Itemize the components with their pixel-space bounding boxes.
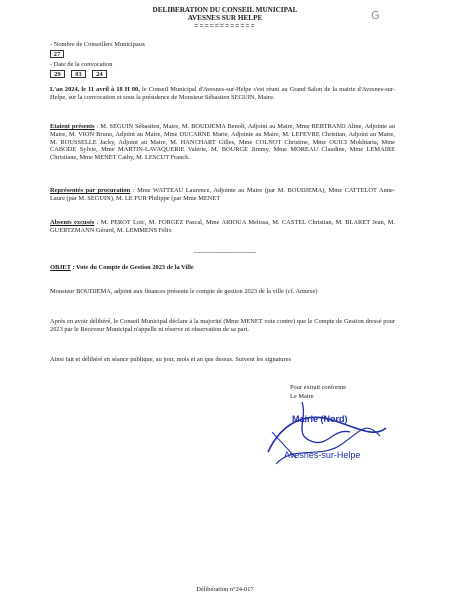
mayor-label: Le Maire [290,393,314,400]
present-list: : M. SEGUIN Sébastien, Maire, M. BOUDJEMA Benoît, Adjoint au Maire, Mme BERTRAND Aline, Adjointe au Maire, M. VION Bruno, Adjoint au Maire, Mme DUCARNE Marie, Adjointe au Maire, M. LEFEVRE Christian, Adjoint au Maire, M. ROUSSELLE Jacky, Adjoint au Maire, M. HANCHART Gilles, Mme COLNOT Christine, Mme OUICI Mokhtaria, Mme CABODE Sylvie, Mme MARTIN-LAVAQUERIE Valérie, M. BOURGE Jimmy, Mme MOREAU Claudine, Mme LEMAIRE Christiane, Mme MENET Cathy, M. LESCUT Franck. [50,123,395,162]
excused-label: Absents excusés [50,219,95,226]
object-text: : Vote du Compte de Gestion 2023 de la Ville [70,264,194,271]
date-day-box: 29 [50,70,65,78]
certified-extract-label: Pour extrait conforme [290,384,347,391]
members-count-box: 27 [50,50,64,58]
excused-paragraph [50,219,395,235]
document-title: DELIBERATION DU CONSEIL MUNICIPAL [152,6,298,14]
corner-mark: G [371,9,380,22]
section-separator: ----------------------------- [194,249,256,256]
object-label: OBJET [50,264,71,271]
proxy-paragraph [50,187,395,203]
object-line [50,264,395,272]
proxy-label: Représentés par procuration [50,187,131,194]
deliberation-reference: Délibération n°24-017 [196,586,254,593]
document-subtitle: AVESNES SUR HELPE [187,14,263,22]
mairie-stamp-signature [262,392,392,472]
present-paragraph [50,123,395,162]
excused-list: : M. PEROT Loïc, M. FORGEZ Pascal, Mme ARIOUA Melissa, M. CASTEL Christian, M. BLARET Jean, M. GUERTZMANN Gérard, M. LEMMENS Félix [50,219,396,234]
date-month-box: 03 [71,70,86,78]
date-year-box: 24 [92,70,107,78]
title-rule: ============ [194,22,256,30]
meeting-date: L'an 2024, le 11 avril à 18 H 00, [50,86,140,93]
proxy-list: : Mme WATTEAU Laurence, Adjointe au Maire (par M. BOUDJEMA), Mme CATTELOT Anne-Laure (par M. SEGUIN), M. LE FUR Philippe (par Mme MENET [50,187,395,202]
intro-text: le Conseil Municipal d'Avesnes-sur-Helpe s'est réuni au Grand Salon de la mairie d'Avesnes-sur-Helpe, sur la convocation et sous la présidence de Monsieur Sébastien SEGUIN, Maire. [50,86,395,101]
presentation-paragraph: Monsieur BOUDJEMA, adjoint aux finances présente le compte de gestion 2023 de la ville (cf. Annexe) [50,288,318,295]
members-label: - Nombre de Conseillers Municipaux [50,41,146,48]
stamp-bottom-text: Avesnes-sur-Helpe [284,450,361,460]
stamp-top-text: Mairie (Nord) [292,414,348,424]
closing-paragraph: Ainsi fait et délibéré en séance publique, au jour, mois et an que dessus. Suivent les signatures [50,356,291,363]
decision-paragraph: Après en avoir délibéré, le Conseil Municipal déclare à la majorité (Mme MENET vote contre) que le Compte de Gestion dressé pour 2023 par le Receveur Municipal n'appelle ni réserve ni observation de sa part. [50,318,395,333]
present-label: Etaient présents [50,123,95,130]
convocation-date-label: - Date de la convocation [50,61,113,68]
intro-paragraph [50,86,395,102]
